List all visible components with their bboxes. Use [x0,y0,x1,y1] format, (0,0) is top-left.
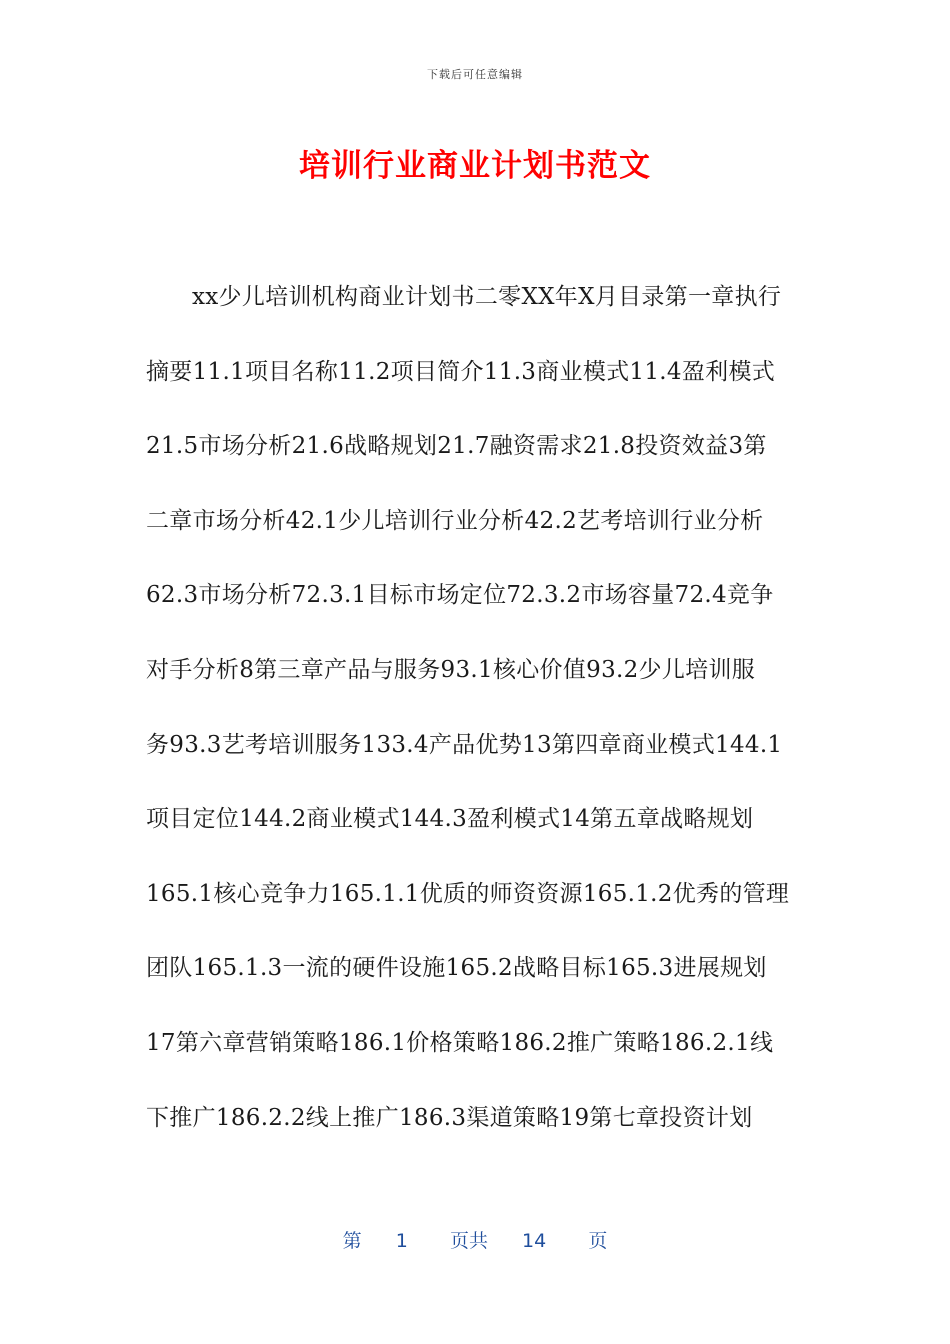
body-line: 17第六章营销策略186.1价格策略186.2推广策略186.2.1线 [146,1029,774,1056]
page-footer [0,1226,950,1253]
total-pages-number: 14 [522,1230,547,1252]
current-page-number: 1 [395,1230,408,1252]
body-text [146,280,806,1175]
document-title: 培训行业商业计划书范文 [299,148,651,184]
body-line: 团队165.1.3一流的硬件设施165.2战略目标165.3进展规划 [146,955,767,982]
body-line: 摘要11.1项目名称11.2项目简介11.3商业模式11.4盈利模式 [146,358,776,385]
body-line: 二章市场分析42.1少儿培训行业分析42.2艺考培训行业分析 [146,507,764,534]
body-line: xx少儿培训机构商业计划书二零XX年X月目录第一章执行 [192,284,782,310]
footer-middle: 页共 [449,1230,488,1252]
footer-prefix: 第 [342,1230,362,1252]
body-line: 下推广186.2.2线上推广186.3渠道策略19第七章投资计划 [146,1104,753,1131]
footer-suffix: 页 [588,1230,608,1252]
body-line: 对手分析8第三章产品与服务93.1核心价值93.2少儿培训服 [146,656,756,683]
body-line: 62.3市场分析72.3.1目标市场定位72.3.2市场容量72.4竞争 [146,582,774,609]
header-note: 下载后可任意编辑 [427,68,523,81]
body-line: 165.1核心竞争力165.1.1优质的师资资源165.1.2优秀的管理 [146,880,790,907]
body-line: 21.5市场分析21.6战略规划21.7融资需求21.8投资效益3第 [146,433,767,460]
body-line: 务93.3艺考培训服务133.4产品优势13第四章商业模式144.1 [146,731,783,758]
body-line: 项目定位144.2商业模式144.3盈利模式14第五章战略规划 [146,806,754,833]
